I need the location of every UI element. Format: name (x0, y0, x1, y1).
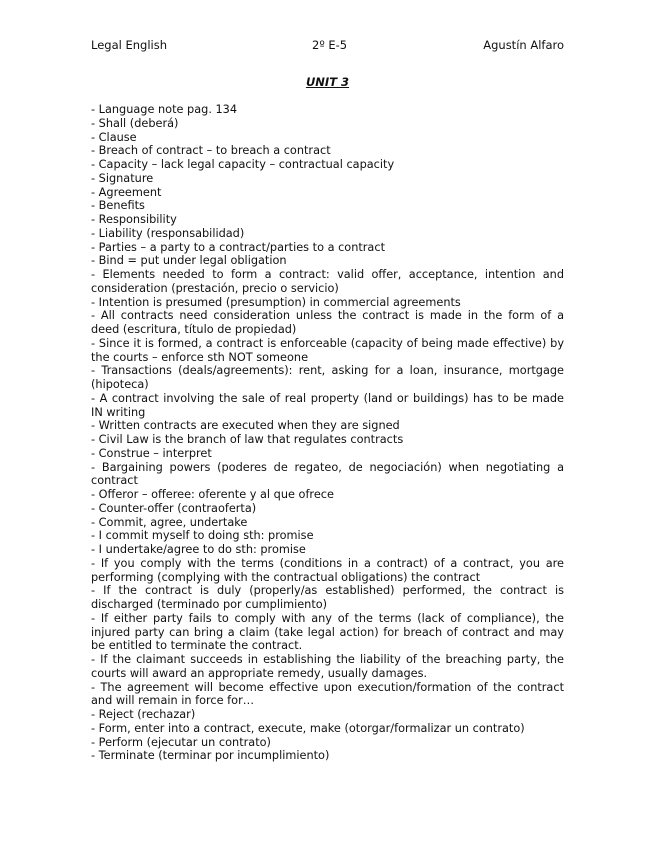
note-item: - Parties – a party to a contract/parties to a contract (91, 240, 386, 254)
note-item: - The agreement will become effective upon execution/formation of the contract and will remain in force for… (91, 680, 564, 708)
page-header (91, 38, 564, 54)
note-item: - Benefits (91, 199, 145, 213)
note-item: - Elements needed to form a contract: valid offer, acceptance, intention and consideration (prestación, precio o servicio) (91, 268, 564, 295)
note-item: - If either party fails to comply with any of the terms (lack of compliance), the injured party can bring a claim (take legal action) for breach of contract and may be entitled to terminate the contract. (91, 611, 564, 653)
header-course: Legal English (91, 38, 168, 52)
note-item: - All contracts need consideration unless the contract is made in the form of a deed (escritura, título de propiedad) (91, 309, 564, 336)
note-item: - If you comply with the terms (conditions in a contract) of a contract, you are performing (complying with the contractual obligations) the contract (91, 556, 564, 584)
page-title: UNIT 3 (305, 75, 350, 89)
note-item: - I commit myself to doing sth: promise (91, 529, 314, 543)
note-item: - Reject (rechazar) (91, 708, 196, 721)
header-group: 2º E-5 (312, 38, 348, 52)
note-item: - If the claimant succeeds in establishing the liability of the breaching party, the courts will award an appropriate remedy, usually damages. (91, 653, 564, 680)
note-item: - Clause (91, 130, 137, 144)
note-item: - Liability (responsabilidad) (91, 226, 245, 240)
note-item: - Commit, agree, undertake (91, 515, 248, 529)
note-item: - Offeror – offeree: oferente y al que ofrece (91, 488, 334, 501)
note-item: - Construe – interpret (91, 446, 212, 460)
note-item: - Signature (91, 171, 154, 185)
note-item: - Civil Law is the branch of law that regulates contracts (91, 433, 404, 446)
note-item: - Counter-offer (contraoferta) (91, 501, 257, 515)
note-item: - If the contract is duly (properly/as established) performed, the contract is discharged (terminado por cumplimiento) (91, 584, 564, 611)
note-item: - Intention is presumed (presumption) in commercial agreements (91, 295, 461, 309)
note-item: - Form, enter into a contract, execute, make (otorgar/formalizar un contrato) (91, 721, 525, 735)
note-item: - Bind = put under legal obligation (91, 254, 287, 268)
note-item: - Terminate (terminar por incumplimiento) (91, 749, 330, 763)
header-author: Agustín Alfaro (483, 38, 564, 52)
note-item: - Language note pag. 134 (91, 103, 238, 116)
note-item: - Bargaining powers (poderes de regateo, de negociación) when negotiating a contract (91, 460, 564, 488)
notes-list (91, 103, 564, 763)
note-item: - Capacity – lack legal capacity – contractual capacity (91, 158, 395, 171)
note-item: - I undertake/agree to do sth: promise (91, 543, 306, 556)
note-item: - Perform (ejecutar un contrato) (91, 735, 271, 749)
note-item: - Transactions (deals/agreements): rent, asking for a loan, insurance, mortgage (hipoteca) (91, 364, 564, 391)
note-item: - Breach of contract – to breach a contract (91, 144, 331, 158)
note-item: - Since it is formed, a contract is enforceable (capacity of being made effective) by the courts – enforce sth NOT someone (91, 336, 564, 364)
note-item: - Agreement (91, 185, 162, 199)
note-item: - Responsibility (91, 213, 177, 226)
note-item: - Written contracts are executed when they are signed (91, 419, 400, 433)
note-item: - Shall (deberá) (91, 116, 179, 130)
note-item: - A contract involving the sale of real property (land or buildings) has to be made IN writing (91, 391, 564, 419)
